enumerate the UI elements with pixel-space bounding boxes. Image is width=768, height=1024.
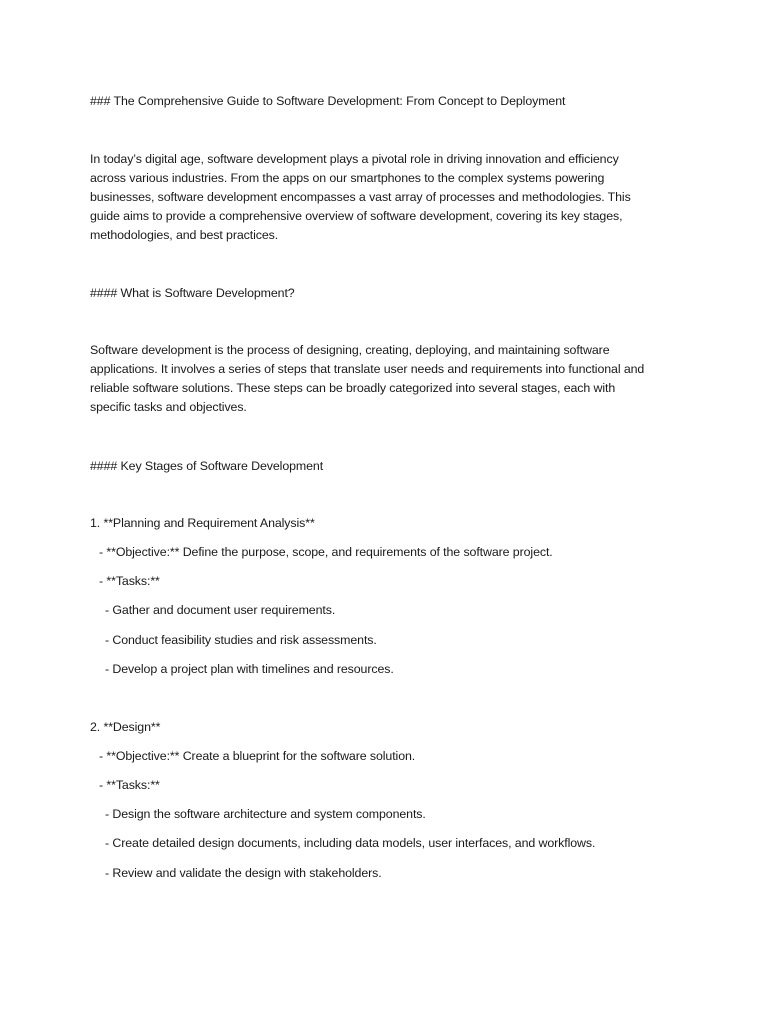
stage-task-item: - Design the software architecture and system components. <box>105 807 426 821</box>
stage-task-item: - Conduct feasibility studies and risk assessments. <box>105 633 377 647</box>
intro-paragraph <box>90 150 680 245</box>
stage-task-item: - Review and validate the design with stakeholders. <box>105 866 382 880</box>
stage-task-item: - Develop a project plan with timelines and resources. <box>105 662 394 676</box>
stage-tasks-label: - **Tasks:** <box>99 778 160 792</box>
what-line: Software development is the process of designing, creating, deploying, and maintaining software <box>90 343 610 357</box>
stage-tasks-label: - **Tasks:** <box>99 574 160 588</box>
stage-task-item: - Gather and document user requirements. <box>105 603 336 617</box>
intro-line: guide aims to provide a comprehensive overview of software development, covering its key stages, <box>90 209 623 223</box>
section-heading-what: #### What is Software Development? <box>90 286 295 300</box>
what-paragraph <box>90 341 680 417</box>
stage-title: 1. **Planning and Requirement Analysis** <box>90 516 315 530</box>
section-heading-stages: #### Key Stages of Software Development <box>90 459 324 473</box>
what-line: applications. It involves a series of steps that translate user needs and requirements into functional and <box>90 362 645 376</box>
stage-objective: - **Objective:** Create a blueprint for the software solution. <box>99 749 416 763</box>
intro-line: methodologies, and best practices. <box>90 228 279 242</box>
stage-task-item: - Create detailed design documents, including data models, user interfaces, and workflows. <box>105 836 596 850</box>
intro-line: businesses, software development encompasses a vast array of processes and methodologies. This <box>90 190 631 204</box>
intro-line: In today’s digital age, software development plays a pivotal role in driving innovation and efficiency <box>90 152 619 166</box>
stage-title: 2. **Design** <box>90 720 161 734</box>
document-title: ### The Comprehensive Guide to Software Development: From Concept to Deployment <box>90 94 566 108</box>
intro-line: across various industries. From the apps on our smartphones to the complex systems powering <box>90 171 605 185</box>
what-line: specific tasks and objectives. <box>90 400 247 414</box>
what-line: reliable software solutions. These steps can be broadly categorized into several stages, each with <box>90 381 616 395</box>
stage-objective: - **Objective:** Define the purpose, scope, and requirements of the software project. <box>99 545 553 559</box>
